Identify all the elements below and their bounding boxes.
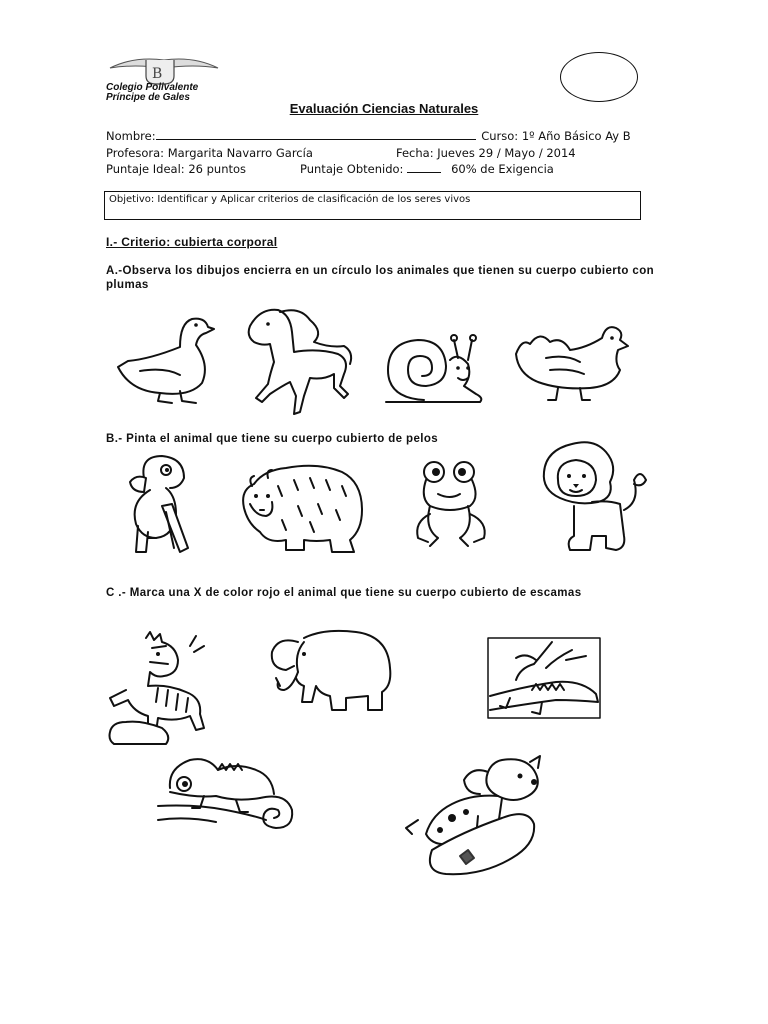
teacher-row: [106, 146, 576, 160]
grade-oval[interactable]: [560, 52, 638, 102]
question-c: C .- Marca una X de color rojo el animal que tiene su cuerpo cubierto de escamas: [106, 587, 582, 599]
lion-icon[interactable]: [536, 440, 648, 556]
dog-icon[interactable]: [402, 754, 546, 878]
duck-icon[interactable]: [110, 305, 215, 405]
page-title: Evaluación Ciencias Naturales: [289, 101, 479, 116]
chameleon-icon[interactable]: [156, 746, 300, 834]
question-a: A.-Observa los dibujos encierra en un círculo los animales que tienen su cuerpo cubierto con plumas: [106, 265, 655, 291]
section-title: I.- Criterio: cubierta corporal: [106, 235, 278, 249]
profesora-text: Profesora: Margarita Navarro García: [106, 146, 313, 160]
curso-text: Curso: 1º Año Básico Ay B: [481, 129, 631, 143]
question-b: B.- Pinta el animal que tiene su cuerpo cubierto de pelos: [106, 433, 439, 445]
parrot-icon[interactable]: [122, 452, 202, 564]
horse-icon[interactable]: [249, 310, 351, 414]
objective-text: Objetivo: Identificar y Aplicar criterios de clasificación de los seres vivos: [109, 194, 471, 205]
snail-icon[interactable]: [380, 328, 488, 408]
nombre-label: Nombre:: [106, 129, 156, 143]
exigencia-text: 60% de Exigencia: [451, 162, 554, 176]
puntaje-obtenido-field[interactable]: [407, 172, 441, 173]
name-row: [106, 129, 631, 143]
hen-icon[interactable]: [510, 318, 630, 402]
bear-icon[interactable]: [238, 456, 366, 556]
puntaje-ideal-text: Puntaje Ideal: 26 puntos: [106, 162, 247, 176]
zebra-icon[interactable]: [106, 632, 210, 746]
puntaje-obtenido-label: Puntaje Obtenido:: [300, 162, 404, 176]
crocodile-icon[interactable]: [486, 636, 604, 722]
elephant-icon[interactable]: [264, 628, 394, 714]
school-name: Colegio Polivalente Príncipe de Gales: [106, 82, 199, 103]
frog-icon[interactable]: [410, 458, 496, 550]
score-row: [106, 162, 666, 176]
svg-text:B: B: [152, 66, 163, 82]
objective-box: [104, 191, 641, 220]
nombre-field[interactable]: [156, 139, 476, 140]
fecha-text: Fecha: Jueves 29 / Mayo / 2014: [396, 146, 576, 160]
